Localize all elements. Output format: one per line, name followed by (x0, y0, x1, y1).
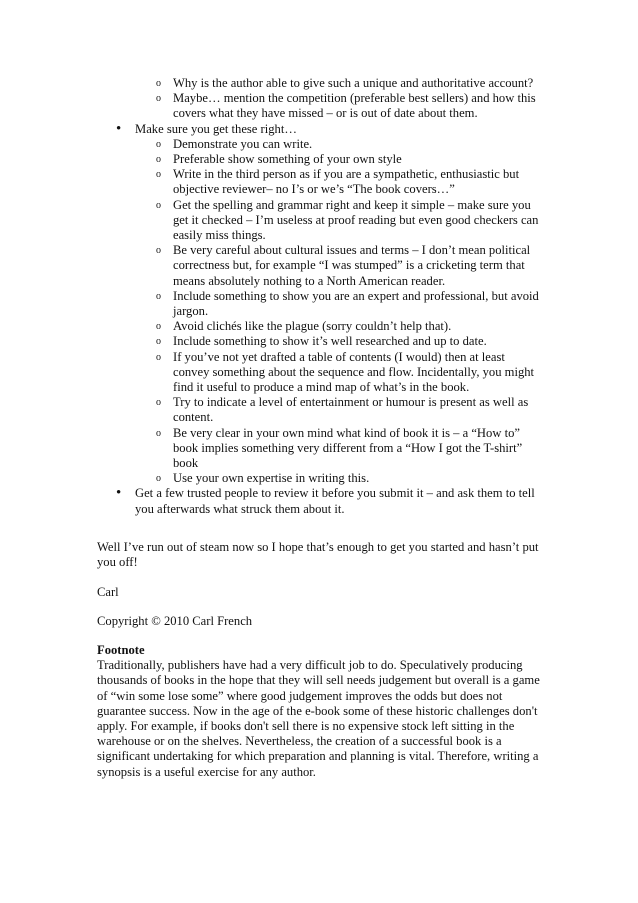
list-item-text: Use your own expertise in writing this. (173, 471, 370, 486)
list-item (0, 319, 543, 334)
circle-bullet-icon: o (156, 199, 161, 211)
list-item-text: Include something to show it’s well researched and up to date. (173, 334, 487, 349)
circle-bullet-icon: o (156, 245, 161, 257)
list-item-text: Write in the third person as if you are a sympathetic, enthusiastic but objective reviewer– no I’s or we’s “The book covers…” (173, 167, 520, 197)
list-item (0, 243, 543, 289)
list-item-text: Maybe… mention the competition (preferable best sellers) and how this covers what they have missed – or is out of date about them. (173, 91, 536, 121)
list-item (0, 137, 543, 152)
signature: Carl (97, 585, 119, 599)
footnote-text: Traditionally, publishers have had a very difficult job to do. Speculatively producing thousands of books in the hope that they will sell needs judgement but overall is a game of “win some lose some” where good judgement improves the odds but does not guarantee success. Now in the age of the e-book some of these historic challenges don't apply. For example, if books don't sell there is no expensive stock left sitting in the warehouse or on the shelves. Nevertheless, the creation of a successful book is a significant undertaking for which preparation and planning is vital. Therefore, writing a synopsis is a useful exercise for any author. (97, 658, 540, 779)
circle-bullet-icon: o (156, 473, 161, 485)
circle-bullet-icon: o (156, 290, 161, 302)
circle-bullet-icon: o (156, 138, 161, 150)
bullet-icon: • (116, 120, 122, 137)
list-item-text: Demonstrate you can write. (173, 136, 313, 151)
list-item-text: Make sure you get these right… (135, 121, 297, 136)
list-item (0, 350, 543, 396)
list-item-text: Why is the author able to give such a unique and authoritative account? (173, 76, 534, 90)
circle-bullet-icon: o (156, 321, 161, 333)
list-item-text: Get the spelling and grammar right and keep it simple – make sure you get it checked – I’m useless at proof reading but even good checkers can easily miss things. (173, 197, 539, 243)
list-item (0, 395, 543, 425)
list-item (0, 486, 543, 516)
list-item (0, 334, 543, 349)
list-item-text: Preferable show something of your own style (173, 152, 402, 167)
list-item (0, 426, 543, 472)
list-item (0, 167, 543, 197)
closing-paragraph: Well I’ve run out of steam now so I hope that’s enough to get you started and hasn’t put you off! (97, 540, 539, 570)
circle-bullet-icon: o (156, 93, 161, 105)
footnote-section (97, 643, 547, 780)
list-item (0, 76, 543, 91)
list-item-text: Include something to show you are an expert and professional, but avoid jargon. (173, 288, 539, 319)
bullet-icon: • (116, 485, 122, 502)
list-item (0, 122, 543, 137)
circle-bullet-icon: o (156, 397, 161, 409)
list-item (0, 152, 543, 167)
circle-bullet-icon: o (156, 336, 161, 348)
list-item-text: If you’ve not yet drafted a table of contents (I would) then at least convey something about the sequence and flow. Incidentally, you might find it useful to produce a mind map of what’s in the book. (173, 349, 535, 395)
list-item-text: Be very clear in your own mind what kind of book it is – a “How to” book implies something very different from a “How I got the T-shirt” book (173, 425, 523, 471)
circle-bullet-icon: o (156, 78, 161, 89)
circle-bullet-icon: o (156, 351, 161, 363)
advice-list (0, 76, 638, 517)
circle-bullet-icon: o (156, 169, 161, 181)
list-item (0, 91, 543, 121)
list-item-text: Try to indicate a level of entertainment or humour is present as well as content. (173, 395, 529, 425)
circle-bullet-icon: o (156, 154, 161, 166)
list-item (0, 471, 543, 486)
list-item-text: Be very careful about cultural issues and terms – I don’t mean political correctness but, for example “I was stumped” is a cricketing term that means absolutely nothing to a North American reader. (173, 243, 531, 288)
circle-bullet-icon: o (156, 427, 161, 439)
copyright-notice: Copyright © 2010 Carl French (97, 614, 253, 628)
list-item-text: Get a few trusted people to review it before you submit it – and ask them to tell you afterwards what struck them about it. (135, 486, 535, 516)
list-item (0, 198, 543, 244)
list-item-text: Avoid clichés like the plague (sorry couldn’t help that). (173, 319, 452, 334)
list-item (0, 289, 543, 319)
footnote-heading: Footnote (97, 643, 145, 657)
